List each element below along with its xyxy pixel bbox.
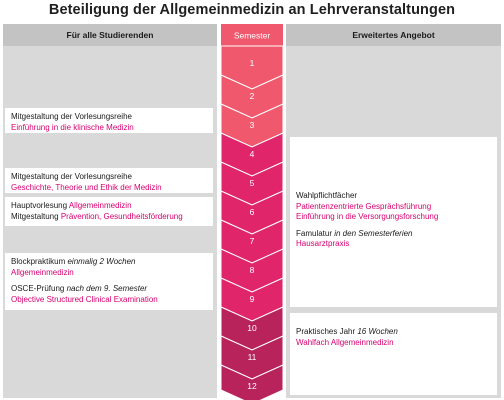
semester-number-12: 12 xyxy=(247,381,257,391)
semester-header-label: Semester xyxy=(233,30,271,41)
card-text: OSCE-Prüfung xyxy=(11,284,67,293)
semester-number-11: 11 xyxy=(247,352,257,362)
card-text-accent: Prävention, Gesundheitsförderung xyxy=(60,211,183,221)
card-text-italic: in den Semesterferien xyxy=(334,228,413,238)
semester-number-9: 9 xyxy=(249,294,255,304)
semester-number-4: 4 xyxy=(249,149,255,159)
card-line-accent: Geschichte, Theorie und Ethik der Medizin xyxy=(11,182,162,192)
semester-number-7: 7 xyxy=(249,236,255,246)
right-column-header: Erweitertes Angebot xyxy=(286,24,501,46)
semester-number-1: 1 xyxy=(249,58,255,68)
semester-number-3: 3 xyxy=(249,120,255,130)
semester-number-8: 8 xyxy=(249,265,255,275)
page-title: Beteiligung der Allgemeinmedizin an Lehrveranstaltungen xyxy=(48,2,456,18)
card-line-accent: Einführung in die Versorgungsforschung xyxy=(296,212,439,221)
card-text: Famulatur xyxy=(296,228,335,238)
card-text: Hauptvorlesung xyxy=(11,201,69,210)
card-text: Blockpraktikum xyxy=(11,257,68,266)
card-line-accent: Hausarztpraxis xyxy=(296,239,350,248)
card-line-accent: Objective Structured Clinical Examination xyxy=(11,294,158,304)
card-line-accent: Allgemeinmedizin xyxy=(11,267,74,277)
card-line: Mitgestaltung der Vorlesungsreihe xyxy=(11,172,132,181)
semester-number-2: 2 xyxy=(249,91,255,101)
card-line-accent: Wahlfach Allgemeinmedizin xyxy=(296,337,394,347)
card-text-italic: einmalig 2 Wochen xyxy=(67,257,136,266)
card-text: Praktisches Jahr xyxy=(296,327,358,336)
semester-number-5: 5 xyxy=(249,178,255,188)
card-line-accent: Einführung in die klinische Medizin xyxy=(11,122,134,132)
semester-number-10: 10 xyxy=(247,323,257,333)
card-line-accent: Patientenzentrierte Gesprächsführung xyxy=(296,201,432,211)
card-text: Mitgestaltung xyxy=(11,211,61,221)
card-line: Mitgestaltung der Vorlesungsreihe xyxy=(11,112,132,121)
semester-number-6: 6 xyxy=(249,207,255,217)
card-text-accent: Allgemeinmedizin xyxy=(68,201,132,210)
card-text-italic: 16 Wochen xyxy=(357,327,398,336)
card-text-italic: nach dem 9. Semester xyxy=(66,284,148,293)
card-line: Wahlpflichtfächer xyxy=(296,191,358,200)
left-column-header: Für alle Studierenden xyxy=(3,24,217,46)
